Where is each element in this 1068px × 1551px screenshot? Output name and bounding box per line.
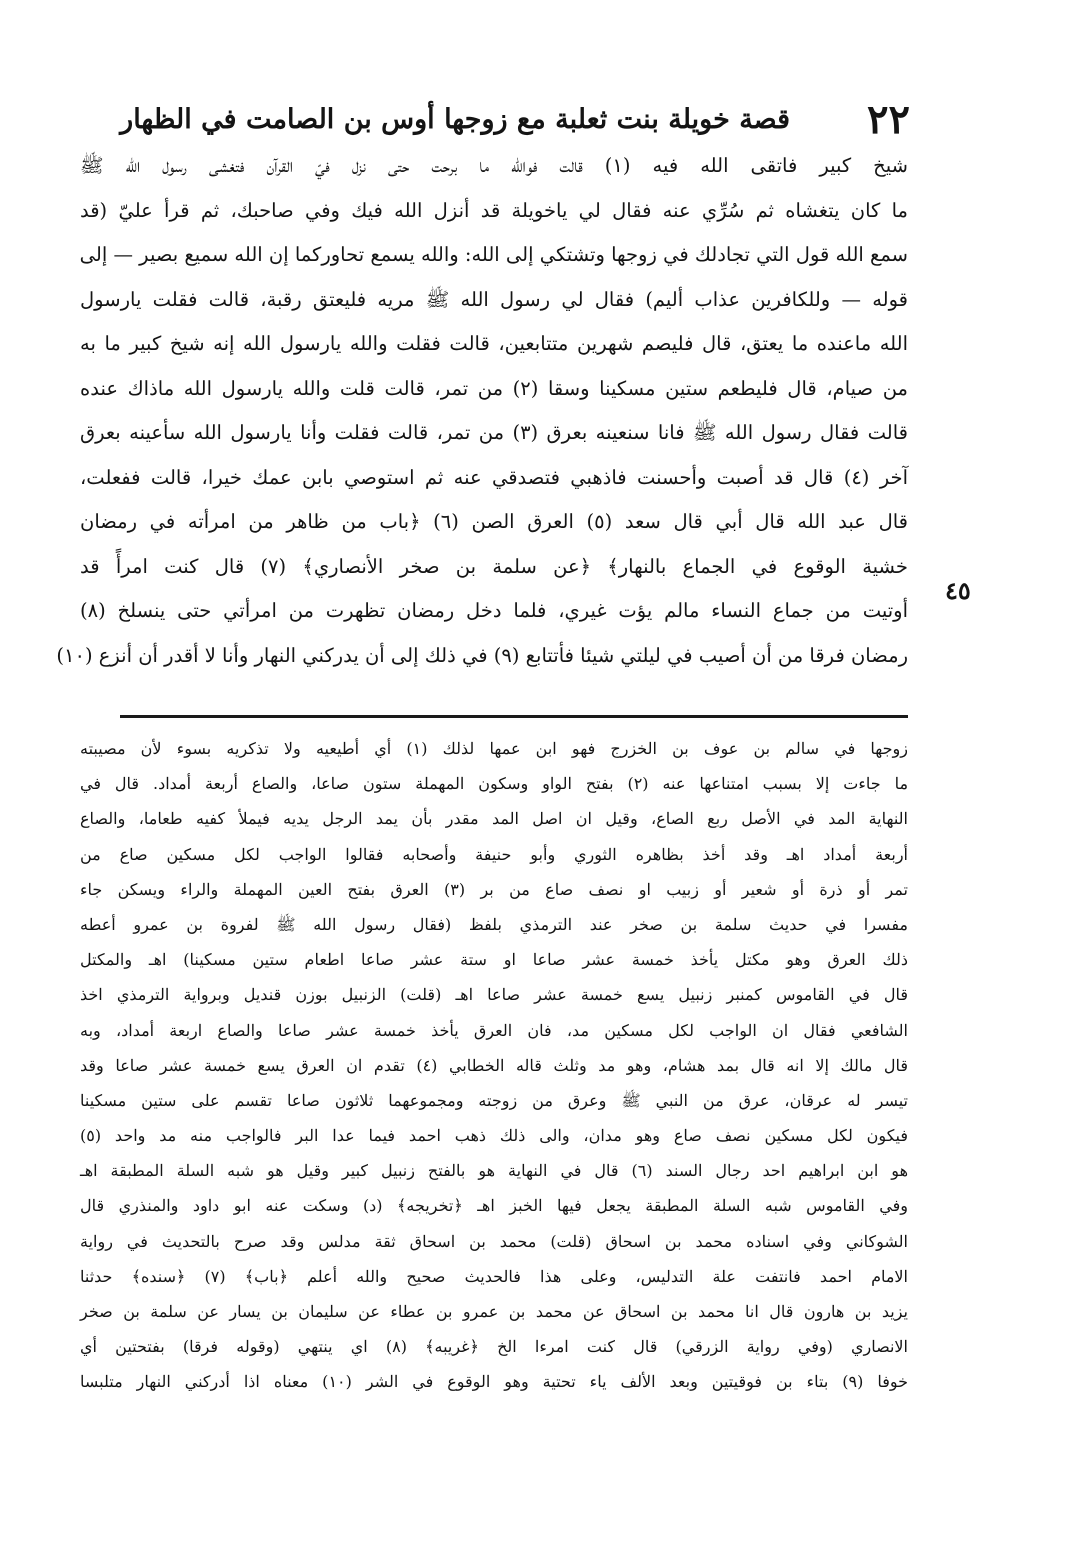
footnote-line: قال في القاموس كمنبر زنبيل يسع خمسة عشر صاعا اهـ (قلت) الزنبيل بوزن قنديل وبرواية الترمذي اخذ	[80, 985, 908, 1005]
main-text-line: رمضان فرقا من أن أصيب في ليلتي شيئا فأتتابع (٩) في ذلك إلى أن يدركني النهار وأنا لا أقدر أن أنزع (١٠)	[56, 643, 908, 667]
footnote-line: النهاية المد في الأصل ربع الصاع، وقيل ان اصل المد مقدر بأن يمد الرجل يديه فيملأ كفيه طعاما، والصاع	[80, 809, 908, 829]
hadith-number: ٤٥	[945, 576, 971, 605]
footnote-divider	[120, 715, 908, 718]
main-text-line: قال عبد الله قال أبي قال سعد (٥) العرق الصن (٦) ﴿باب من ظاهر من امرأته في رمضان	[80, 510, 908, 533]
footnote-line: وفي القاموس شبه السلة المطبقة يجعل فيها الخبز اهـ ﴿تخريجه﴾ (د) وسكت عنه ابو داود والمنذري قال	[80, 1196, 908, 1216]
footnote-line: فيكون لكل مسكين نصف صاع وهو مدان، والى ذلك ذهب احمد فيما عدا البر فالواجب منه مد واحد (٥)	[80, 1126, 908, 1146]
footnote-line: الانصاري (وفي رواية الزرقي) قال كنت امرءا الخ ﴿غريبه﴾ (٨) اي ينتهي (وقوله فرقا) بفتحتين أي	[80, 1337, 908, 1357]
main-text-line: الله ماعنده ما يعتق، قال فليصم شهرين متتابعين، قالت فقلت والله يارسول الله إنه شيخ كبير ما به	[80, 332, 908, 355]
main-text	[56, 144, 909, 678]
main-text-line: آخر (٤) قال قد أصبت وأحسنت فاذهبي فتصدقي عنه ثم استوصي بابن عمك خيرا، قالت ففعلت،	[80, 465, 908, 489]
footnote-line: تيسر له عرقان، عرق من النبي ﷺ وعرق من زوجته ومجموعهما ثلاثون صاعا تقسم على ستين مسكينا	[80, 1090, 908, 1110]
running-title: قصة خويلة بنت ثعلبة مع زوجها أوس بن الصامت في الظهار	[120, 104, 790, 135]
main-text-line: شيخ كبير فاتقى الله فيه (١) قالت فوالله ما برحت حتى نزل فيّ القرآن فتغشى رسول الله ﷺ	[80, 154, 908, 177]
footnote-line: تمر أو ذرة أو شعير أو زبيب او نصف صاع من بر (٣) العرق بفتح العين المهملة والراء ويسكن جاء	[80, 879, 909, 899]
main-text-line: سمع الله قول التي تجادلك في زوجها وتشتكي إلى الله: والله يسمع تحاوركما إن الله سميع بصير — إلى	[79, 243, 908, 266]
footnote-line: هو ابن ابراهيم احد رجال السند (٦) قال في النهاية هو بالفتح زنبيل كبير وقيل هو شبه السلة المطبقة اهـ	[80, 1161, 909, 1181]
footnote-line: خوفا (٩) بتاء بن فوقيتين وبعد الألف ياء تحتية وهو الوقوع في الشر (١٠) معناه اذا أدركني النهار متلبسا	[80, 1372, 909, 1392]
footnote-line: الشافعي فقال ان الواجب لكل مسكين مد، فان العرق يأخذ خمسة عشر صاعا والصاع اربعة أمداد، وبه	[80, 1020, 908, 1040]
footnote-line: ما جاءت إلا بسبب امتناعها عنه (٢) بفتح الواو وسكون المهملة ستون صاعا، والصاع أربعة أمداد. قال في	[80, 774, 909, 794]
main-text-line: قوله — وللكافرين عذاب أليم) فقال لي رسول الله ﷺ مريه فليعتق رقبة، قالت فقلت يارسول	[80, 287, 908, 311]
main-text-line: ما كان يتغشاه ثم سُرِّي عنه فقال لي ياخويلة قد أنزل الله فيك وفي صاحبك، ثم قرأ عليّ (قد	[80, 198, 908, 222]
footnote-line: أربعة أمداد اهـ وقد أخذ بظاهره الثوري وأبو حنيفة وأصحابه فقالوا الواجب لكل مسكين صاع من	[80, 844, 908, 864]
footnote-line: الشوكاني وفي اسناده محمد بن اسحاق (قلت) محمد بن اسحاق ثقة مدلس وقد صرح بالتحديث في رواية	[80, 1231, 908, 1251]
footnote-line: يزيد بن هارون قال انا محمد بن اسحاق عن محمد بن عمرو بن عطاء عن سليمان بن يسار عن سلمة بن صخر	[80, 1302, 908, 1321]
footnote-line: مفسرا في حديث سلمة بن صخر عند الترمذي بلفظ (فقال رسول الله ﷺ لفروة بن عمرو أعطه	[80, 914, 908, 934]
footnote-line: قال مالك إلا انه قال بمد هشام، وهو مد وثلث قاله الخطابي (٤) تقدم ان العرق يسع خمسة عشر صاعا وقد	[80, 1055, 909, 1075]
footnotes	[80, 731, 908, 1400]
footnote-line: ذلك العرق وهو مكتل يأخذ خمسة عشر صاعا او ستة عشر صاعا اطعام ستين مسكينا) اهـ والمكتل	[80, 950, 908, 970]
page-header	[120, 92, 910, 152]
main-text-line: قالت فقال رسول الله ﷺ فانا سنعينه بعرق (٣) من تمر، قالت فقلت وأنا يارسول الله سأعينه بعرق	[80, 421, 909, 444]
footnote-line: الامام احمد فانتفت علة التدليس، وعلى هذا فالحديث صحيح والله أعلم ﴿باب﴾ (٧) ﴿سنده﴾ حدثنا	[80, 1266, 908, 1286]
main-text-line: خشية الوقوع في الجماع بالنهار﴾ ﴿عن سلمة بن صخر الأنصاري﴾ (٧) قال كنت امرأً قد	[80, 554, 908, 578]
footnote-line: زوجها في سالم بن عوف بن الخزرج فهو ابن عمها لذلك (١) أي أطيعيه ولا تذكريه بسوء لأن مصيبته	[80, 739, 909, 758]
main-text-line: أوتيت من جماع النساء مالم يؤت غيري، فلما دخل رمضان تظهرت من امرأتي حتى ينسلخ (٨)	[80, 599, 908, 622]
main-text-line: من صيام، قال فليطعم ستين مسكينا وسقا (٢) من تمر، قالت قلت والله يارسول الله ماذاك عنده	[80, 376, 908, 400]
page-number: ٢٢	[867, 96, 910, 143]
